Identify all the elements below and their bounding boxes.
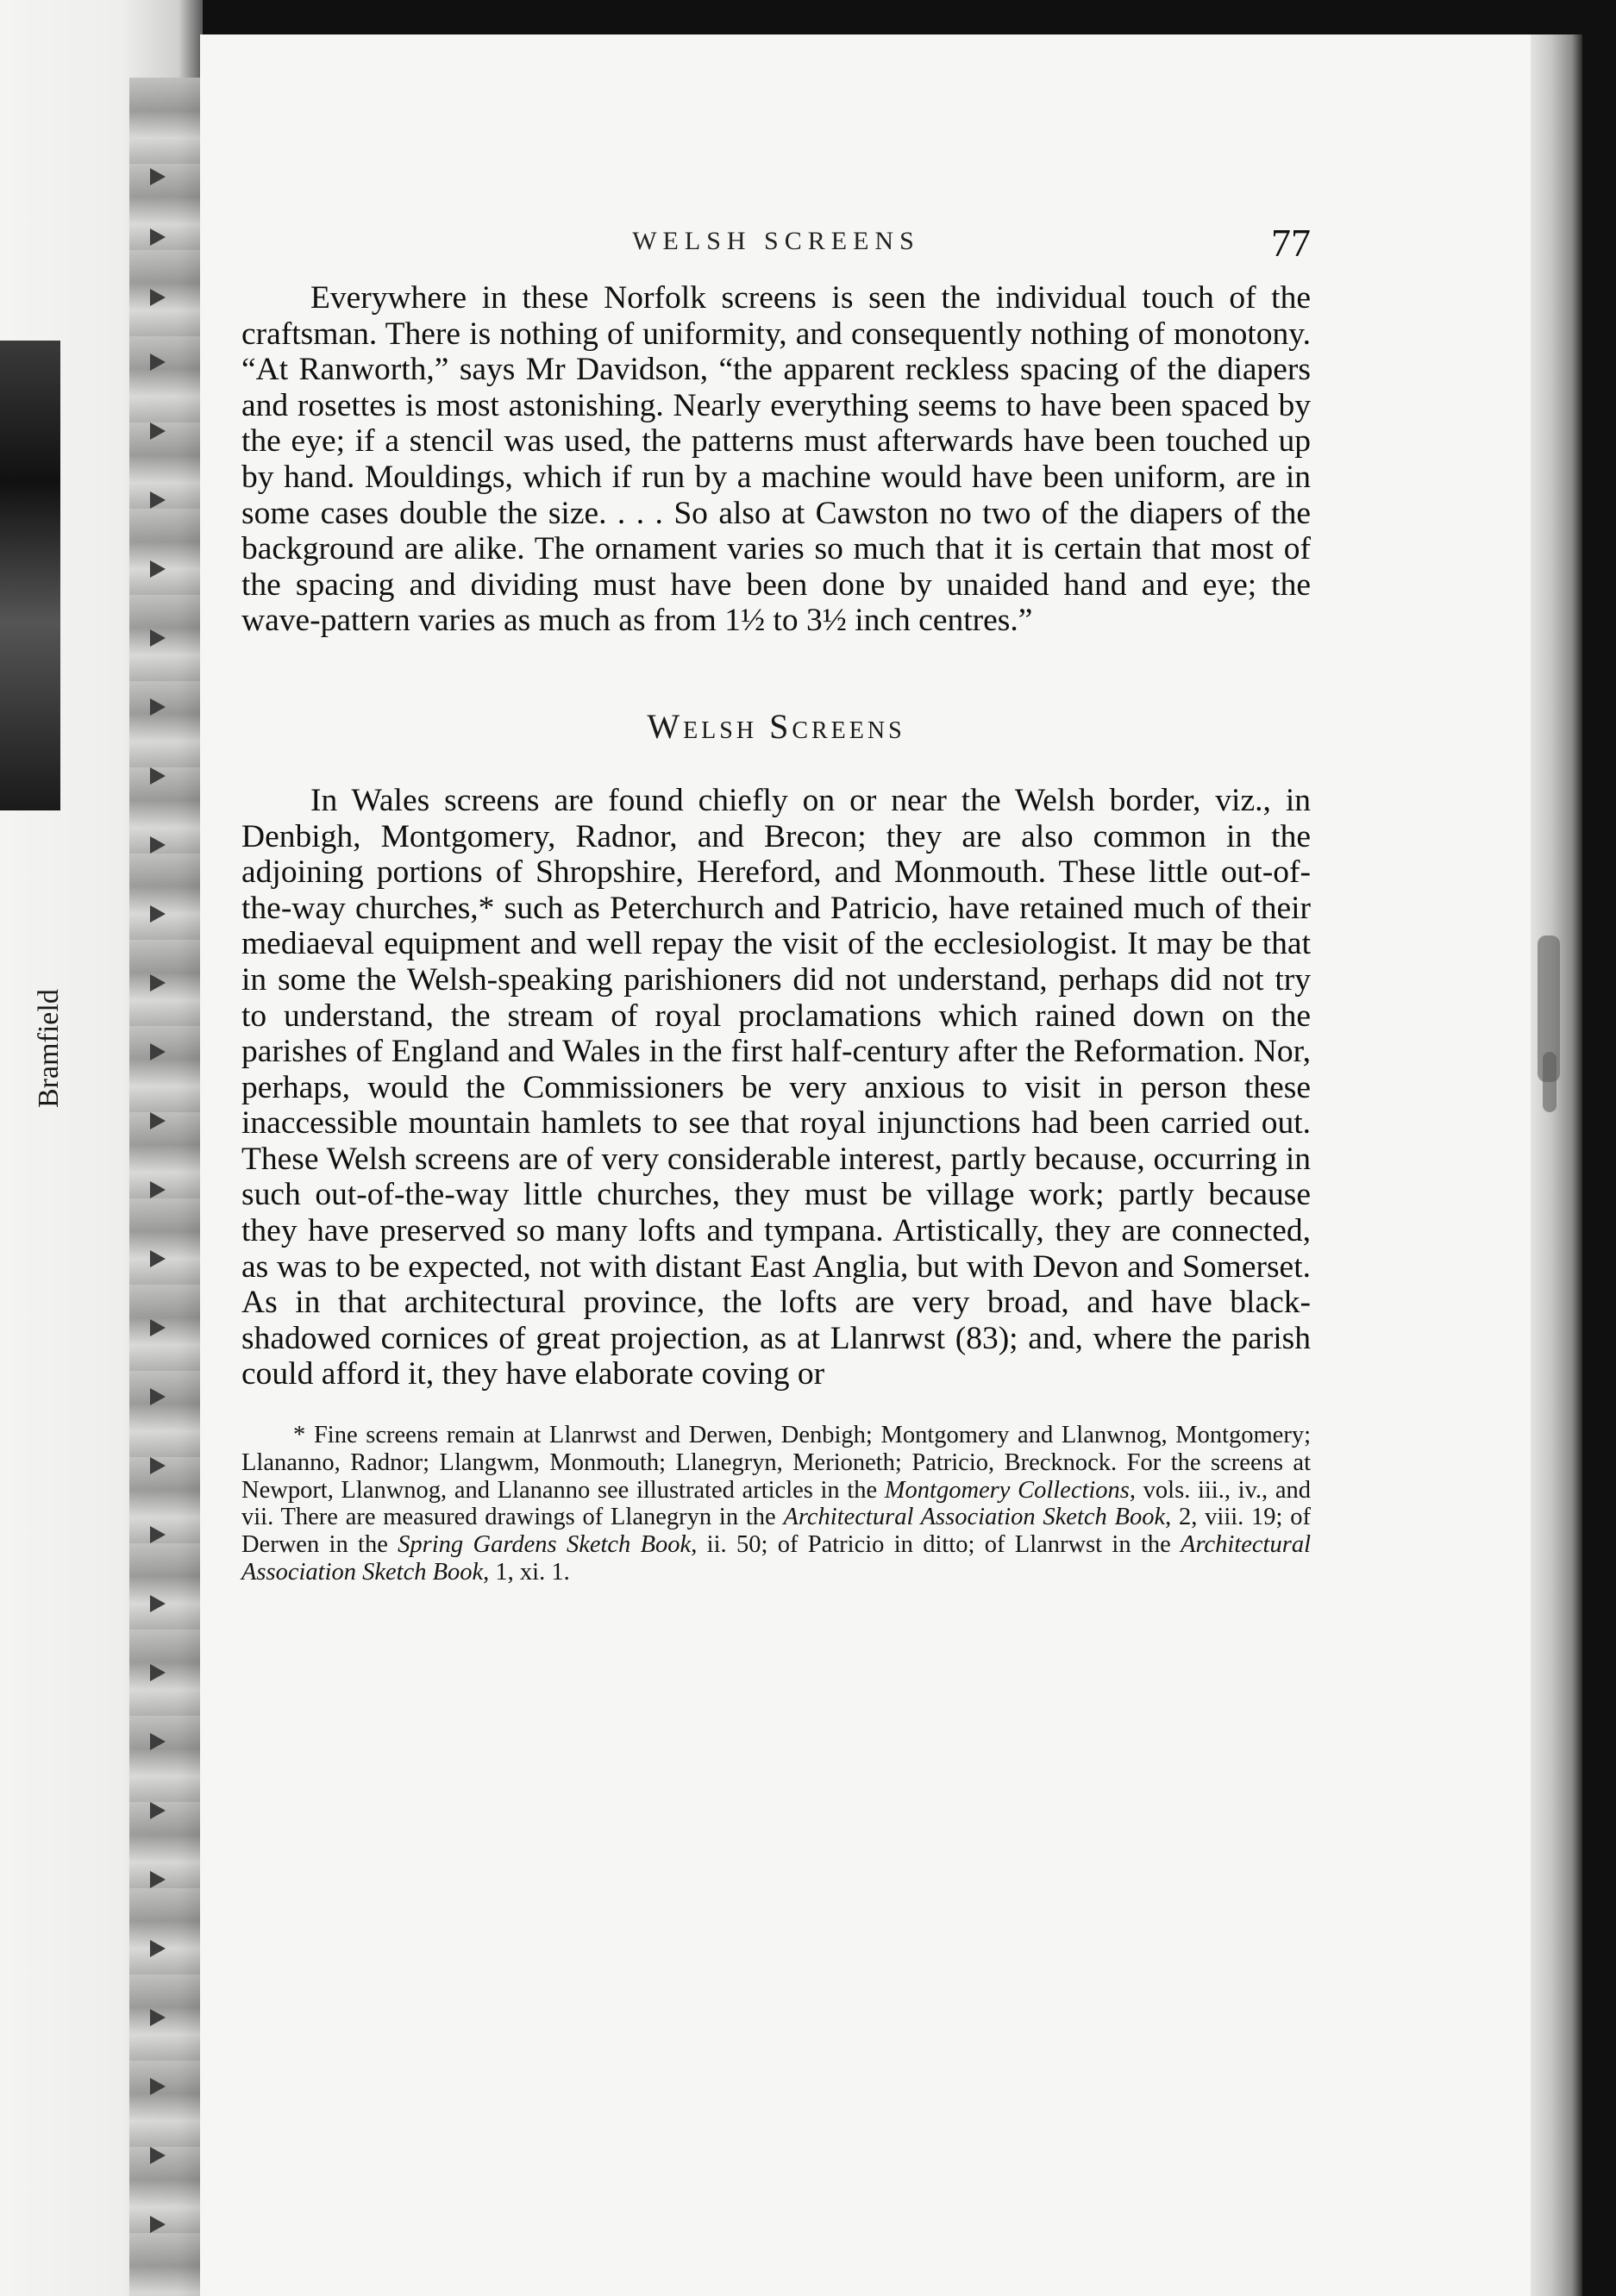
footnote-text: , vols. iii., iv., and vii. There are measured drawings of Llanegryn in the bbox=[241, 1476, 1311, 1531]
right-page-edge bbox=[1531, 34, 1582, 2296]
footnote-text: , ii. 50; of Patricio in ditto; of Llanrwst in the bbox=[691, 1531, 1181, 1559]
binding-stitch-icon bbox=[150, 1940, 166, 1957]
footnote bbox=[241, 1422, 1311, 1586]
page-number: 77 bbox=[1271, 221, 1311, 265]
binding-stitch-icon bbox=[150, 1319, 166, 1336]
binding-stitch-icon bbox=[150, 422, 166, 440]
norfolk-screens-paragraph: Everywhere in these Norfolk screens is seen the individual touch of the craftsman. There is nothing of uniformity, and consequently nothing of monotony. “At Ranworth,” says Mr Davidson, “the apparent reckless spacing of the diapers and rosettes is most astonishing. Nearly everything seems to have been spaced by the eye; if a stencil was used, the patterns must afterwards have been touched up by hand. Mouldings, which if run by a machine would have been uniform, are in some cases double the size. . . . So also at Cawston no two of the diapers of the background are alike. The ornament varies so much that it is certain that most of the spacing and dividing must have been done by unaided hand and eye; the wave-pattern varies as much as from 1½ to 3½ inch centres.” bbox=[241, 280, 1311, 639]
binding-stitch-icon bbox=[150, 168, 166, 185]
binding-stitch-icon bbox=[150, 974, 166, 992]
footnote-citation-title: Spring Gardens Sketch Book bbox=[398, 1531, 692, 1559]
binding-stitch-icon bbox=[150, 1526, 166, 1543]
footnote-citation-title: Architectural Association Sketch Book bbox=[241, 1531, 1311, 1586]
binding-stitch-icon bbox=[150, 228, 166, 246]
binding-stitch-icon bbox=[150, 2147, 166, 2164]
footnote-citation-title: Montgomery Collections bbox=[884, 1476, 1130, 1504]
binding-stitch-icon bbox=[150, 2216, 166, 2233]
binding-stitch-icon bbox=[150, 491, 166, 509]
binding-stitch-icon bbox=[150, 1388, 166, 1405]
binding-stitch-icon bbox=[150, 1871, 166, 1888]
book-binding-gutter bbox=[129, 78, 200, 2296]
running-title: WELSH SCREENS bbox=[632, 227, 920, 255]
footnote-text: , 2, viii. 19; of Derwen in the bbox=[241, 1504, 1311, 1559]
binding-stitch-icon bbox=[150, 1802, 166, 1819]
facing-page-caption: Bramfield bbox=[33, 989, 65, 1108]
binding-stitch-icon bbox=[150, 698, 166, 716]
footnote-text: * Fine screens remain at Llanrwst and Derwen, Denbigh; Montgomery and Llanwnog, Montgomery; Llananno, Radnor; Llangwm, Monmouth; Llanegryn, Merioneth; Patricio, Brecknock. For the screens at Newport, Llanwnog, and Llananno see illustrated articles in the bbox=[241, 1422, 1311, 1504]
binding-stitch-icon bbox=[150, 560, 166, 578]
binding-stitch-icon bbox=[150, 1043, 166, 1060]
binding-stitch-icon bbox=[150, 836, 166, 854]
binding-stitch-icon bbox=[150, 2009, 166, 2026]
running-head bbox=[241, 220, 1311, 280]
binding-stitch-icon bbox=[150, 1112, 166, 1129]
binding-stitch-icon bbox=[150, 1595, 166, 1612]
binding-stitch-icon bbox=[150, 629, 166, 647]
welsh-screens-paragraph: In Wales screens are found chiefly on or near the Welsh border, viz., in Denbigh, Montgomery, Radnor, and Brecon; they are also common in the adjoining portions of Shropshire, Hereford, and Monmouth. These little out-of-the-way churches,* such as Peterchurch and Patricio, have retained much of their mediaeval equipment and well repay the visit of the ecclesiologist. It may be that in some the Welsh-speaking parishioners did not understand, perhaps did not try to understand, the stream of royal proclamations which rained down on the parishes of England and Wales in the first half-century after the Reformation. Nor, perhaps, would the Commissioners be very anxious to visit in person these inaccessible mountain hamlets to see that royal injunctions had been carried out. These Welsh screens are of very considerable interest, partly because, occurring in such out-of-the-way little churches, they must be village work; partly because they have preserved so many lofts and tympana. Artistically, they are connected, as was to be expected, not with distant East Anglia, but with Devon and Somerset. As in that architectural province, the lofts are very broad, and have black-shadowed cornices of great projection, as at Llanrwst (83); and, where the parish could afford it, they have elaborate coving or bbox=[241, 782, 1311, 1392]
footnote-citation-title: Architectural Association Sketch Book bbox=[783, 1504, 1166, 1531]
footnote-text: , 1, xi. 1. bbox=[483, 1559, 570, 1586]
binding-stitch-icon bbox=[150, 1181, 166, 1198]
binding-stitch-icon bbox=[150, 2078, 166, 2095]
binding-stitch-icon bbox=[150, 1250, 166, 1267]
page-content bbox=[241, 220, 1311, 1586]
binding-stitch-icon bbox=[150, 289, 166, 306]
binding-stitch-icon bbox=[150, 353, 166, 371]
page-edge-smudge bbox=[1543, 1052, 1556, 1112]
binding-stitch-icon bbox=[150, 1664, 166, 1681]
facing-page-photo-fragment bbox=[0, 341, 60, 810]
binding-stitch-icon bbox=[150, 1733, 166, 1750]
binding-stitch-icon bbox=[150, 767, 166, 785]
section-heading: Welsh Screens bbox=[647, 706, 905, 746]
binding-stitch-icon bbox=[150, 1457, 166, 1474]
binding-stitch-icon bbox=[150, 905, 166, 923]
